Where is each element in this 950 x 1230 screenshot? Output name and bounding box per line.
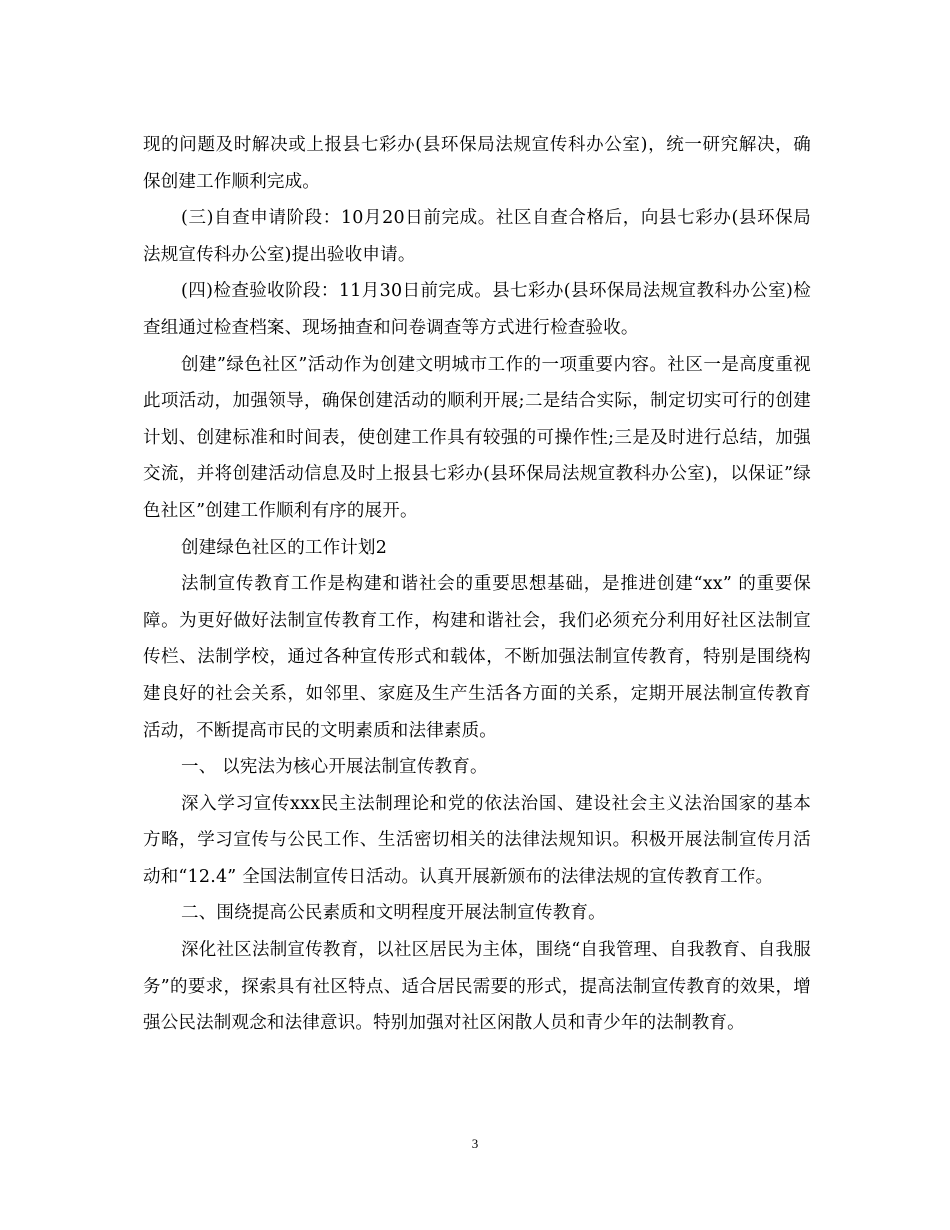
document-body	[143, 127, 811, 1042]
section-heading-constitution: 一、 以宪法为核心开展法制宣传教育。	[181, 757, 488, 778]
section-heading-citizen-quality: 二、围绕提高公民素质和文明程度开展法制宣传教育。	[181, 903, 606, 924]
paragraph-green-community-summary: 创建”绿色社区”活动作为创建文明城市工作的一项重要内容。社区一是高度重视此项活动，加强领导，确保创建活动的顺利开展;二是结合实际，制定切实可行的创建计划、创建标准和时间表，使创建工作具有较强的可操作性;三是及时进行总结，加强交流，并将创建活动信息及时上报县七彩办(县环保局法规宣教科办公室)，以保证”绿色社区”创建工作顺利有序的展开。	[143, 354, 811, 521]
paragraph-self-check-stage: (三)自查申请阶段：10月20日前完成。社区自查合格后，向县七彩办(县环保局法规宣传科办公室)提出验收申请。	[143, 208, 811, 265]
paragraph-legal-education-intro: 法制宣传教育工作是构建和谐社会的重要思想基础，是推进创建“xx” 的重要保障。为更好做好法制宣传教育工作，构建和谐社会，我们必须充分利用好社区法制宣传栏、法制学校，通过各种宣传形式和载体，不断加强法制宣传教育，特别是围绕构建良好的社会关系，如邻里、家庭及生产生活各方面的关系，定期开展法制宣传教育活动，不断提高市民的文明素质和法律素质。	[143, 574, 811, 741]
section-heading-plan-2: 创建绿色社区的工作计划2	[181, 537, 388, 558]
page-number: 3	[471, 1136, 479, 1151]
paragraph-constitution-study: 深入学习宣传xxx民主法制理论和党的依法治国、建设社会主义法治国家的基本方略，学习宣传与公民工作、生活密切相关的法律法规知识。积极开展法制宣传月活动和“12.4” 全国法制宣传日活动。认真开展新颁布的法律法规的宣传教育工作。	[143, 793, 811, 887]
paragraph-community-education: 深化社区法制宣传教育，以社区居民为主体，围绕“自我管理、自我教育、自我服务”的要求，探索具有社区特点、适合居民需要的形式，提高法制宣传教育的效果，增强公民法制观念和法律意识。特别加强对社区闲散人员和青少年的法制教育。	[143, 940, 811, 1034]
paragraph-continuation: 现的问题及时解决或上报县七彩办(县环保局法规宣传科办公室)，统一研究解决，确保创建工作顺利完成。	[143, 135, 811, 192]
paragraph-inspection-stage: (四)检查验收阶段：11月30日前完成。县七彩办(县环保局法规宣教科办公室)检查组通过检查档案、现场抽查和问卷调查等方式进行检查验收。	[143, 281, 811, 338]
